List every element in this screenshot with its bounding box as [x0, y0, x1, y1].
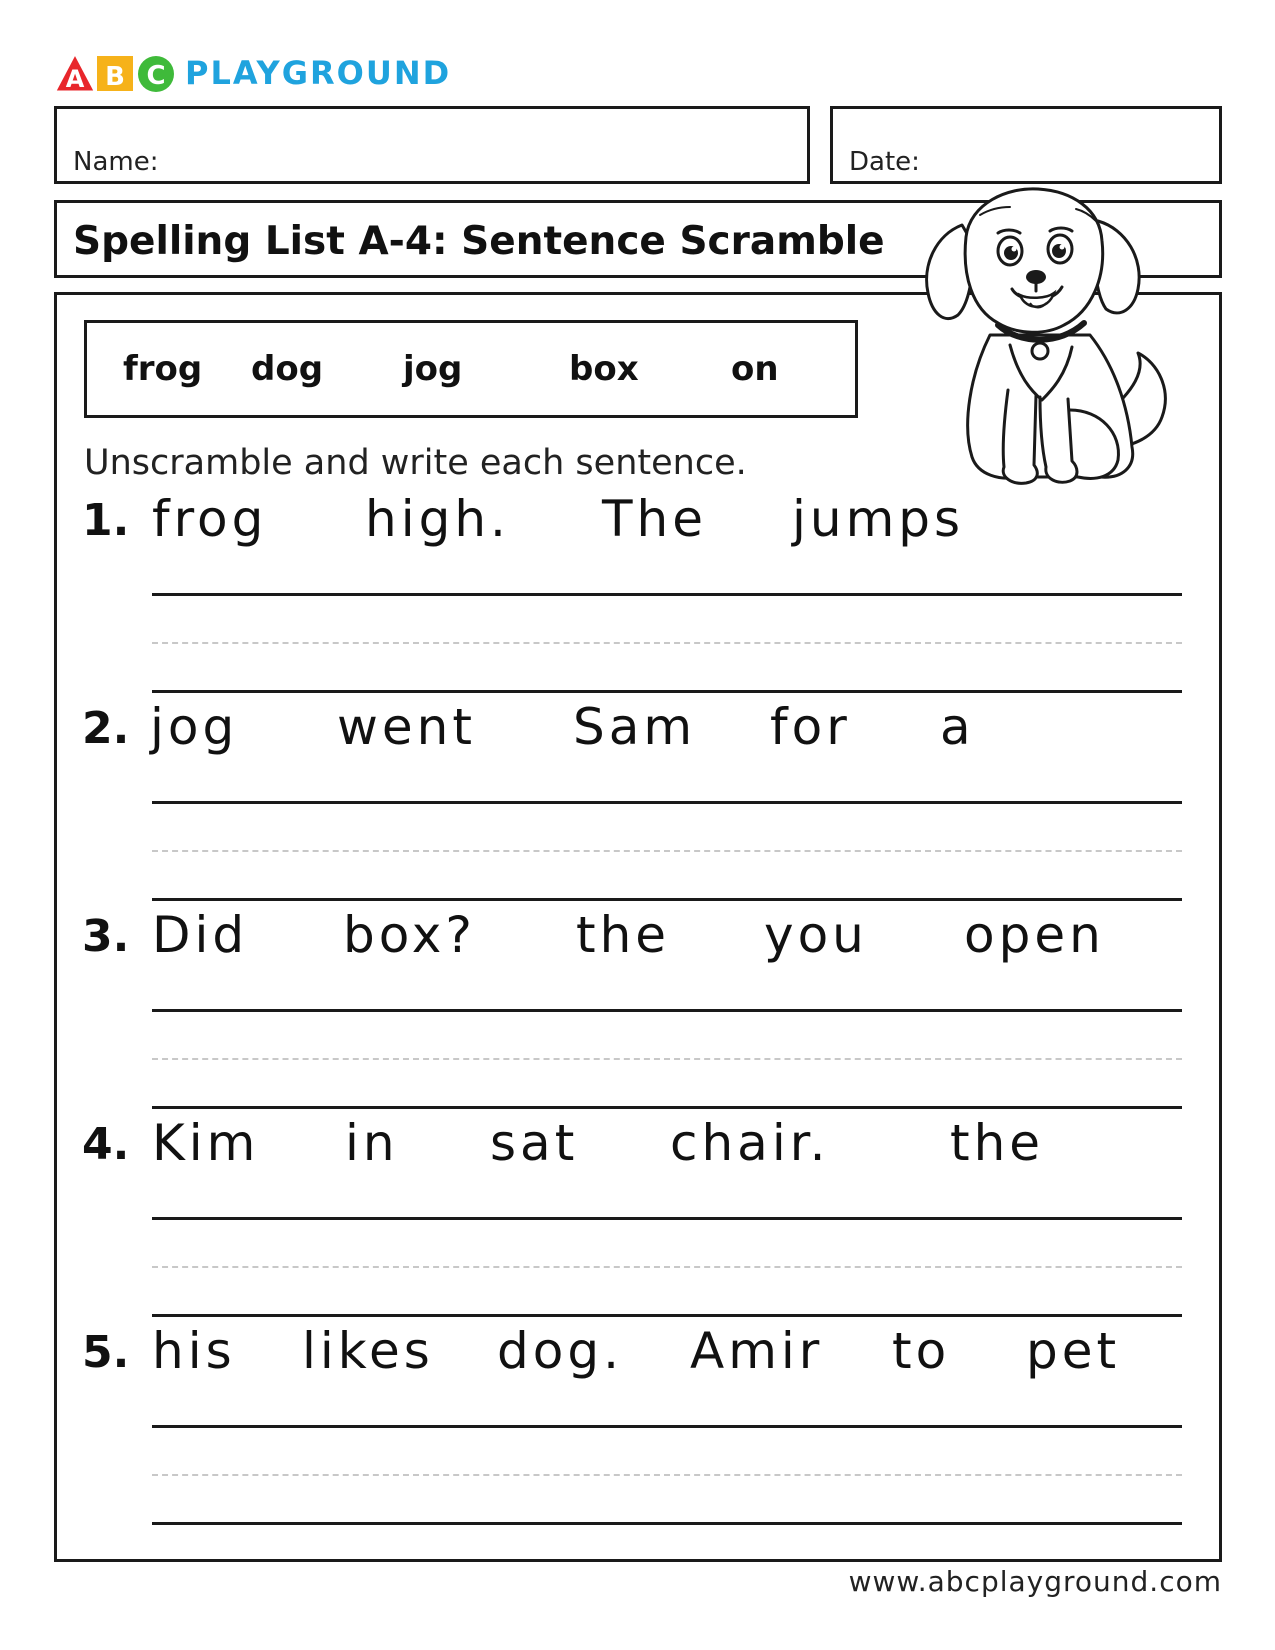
writing-line-mid [152, 1058, 1182, 1060]
scrambled-word: Sam [573, 698, 697, 756]
word-bank [84, 320, 858, 418]
footer-url[interactable]: www.abcplayground.com [848, 1565, 1222, 1598]
instructions-text: Unscramble and write each sentence. [84, 443, 747, 483]
scrambled-word: Amir [690, 1322, 824, 1380]
item-number: 4. [82, 1119, 130, 1170]
logo-letter-a: A [65, 65, 85, 93]
scrambled-word: high. [365, 490, 510, 548]
writing-line-top [152, 801, 1182, 804]
item-number: 5. [82, 1327, 130, 1378]
scrambled-word: the [950, 1114, 1045, 1172]
word-bank-word: on [731, 349, 779, 389]
writing-line-mid [152, 1474, 1182, 1476]
scrambled-word: sat [490, 1114, 579, 1172]
word-bank-word: frog [123, 349, 203, 389]
writing-line-top [152, 1425, 1182, 1428]
date-label: Date: [849, 147, 920, 177]
scrambled-word: box? [343, 906, 476, 964]
word-bank-word: dog [251, 349, 324, 389]
scrambled-word: jumps [792, 490, 965, 548]
abc-logo-icon [55, 53, 179, 93]
scrambled-word: a [940, 698, 975, 756]
puppy-icon [900, 185, 1195, 495]
scrambled-word: frog [152, 490, 268, 548]
item-number: 3. [82, 911, 130, 962]
scrambled-word: pet [1026, 1322, 1121, 1380]
writing-line-base[interactable] [152, 690, 1182, 693]
writing-line-top [152, 593, 1182, 596]
logo-wordmark: PLAYGROUND [185, 54, 452, 92]
scrambled-word: to [892, 1322, 951, 1380]
writing-line-base[interactable] [152, 1314, 1182, 1317]
writing-line-top [152, 1009, 1182, 1012]
scrambled-word: Did [152, 906, 249, 964]
logo-letter-c: C [146, 61, 166, 91]
scrambled-word: The [602, 490, 707, 548]
writing-line-mid [152, 850, 1182, 852]
item-number: 1. [82, 495, 130, 546]
word-bank-word: box [569, 349, 639, 389]
scrambled-word: dog. [497, 1322, 623, 1380]
worksheet-title: Spelling List A-4: Sentence Scramble [73, 219, 885, 264]
scrambled-word: you [764, 906, 868, 964]
word-bank-word: jog [403, 349, 463, 389]
scrambled-word: jog [150, 698, 239, 756]
writing-line-top [152, 1217, 1182, 1220]
scrambled-word: for [770, 698, 851, 756]
name-field[interactable] [54, 106, 810, 184]
scrambled-word: the [576, 906, 671, 964]
scrambled-word: likes [302, 1322, 434, 1380]
scrambled-word: went [337, 698, 476, 756]
writing-line-mid [152, 642, 1182, 644]
writing-line-base[interactable] [152, 898, 1182, 901]
writing-line-base[interactable] [152, 1106, 1182, 1109]
item-number: 2. [82, 703, 130, 754]
date-field[interactable] [830, 106, 1222, 184]
scrambled-word: in [345, 1114, 399, 1172]
logo-letter-b: B [105, 62, 125, 92]
name-label: Name: [73, 147, 159, 177]
writing-line-mid [152, 1266, 1182, 1268]
scrambled-word: his [152, 1322, 236, 1380]
writing-line-base[interactable] [152, 1522, 1182, 1525]
scrambled-word: Kim [152, 1114, 260, 1172]
scrambled-word: chair. [670, 1114, 830, 1172]
scrambled-word: open [964, 906, 1105, 964]
brand-logo [55, 53, 451, 93]
